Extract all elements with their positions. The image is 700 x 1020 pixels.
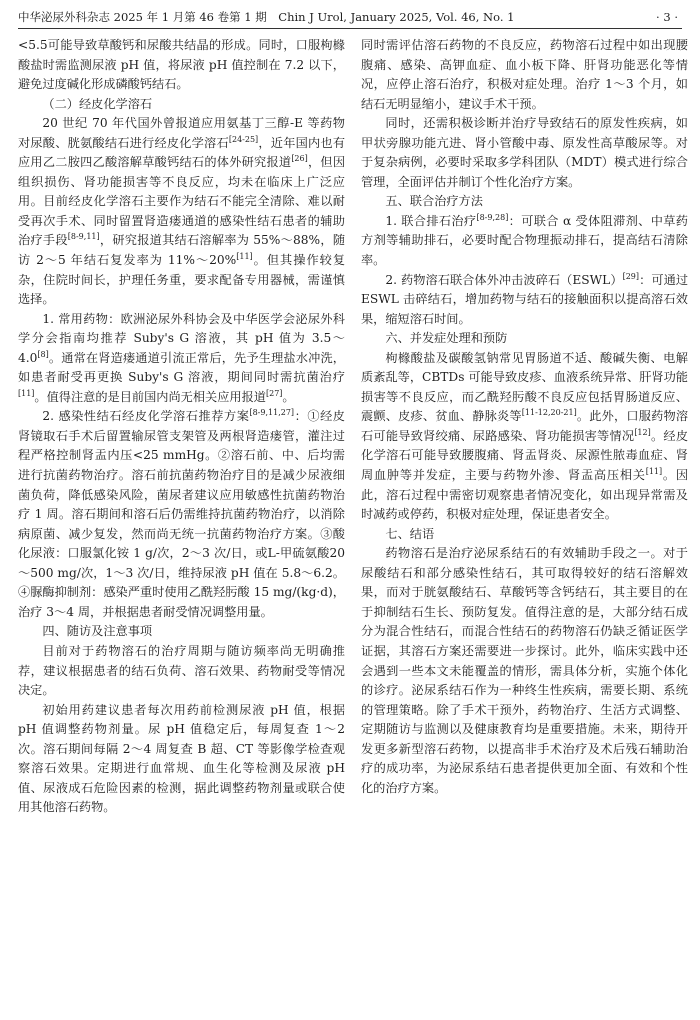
right-column	[361, 36, 688, 798]
citation-ref: [12]	[634, 427, 651, 437]
heading-text: 六、并发症处理和预防	[385, 331, 508, 346]
paragraph-text: 同时，还需积极诊断并治疗导致结石的原发性疾病，如甲状旁腺功能亢进、肾小管酸中毒、原发性高草酸尿等。对于复杂病例，必要时采取多学科团队（MDT）模式进行综合管理，全面评估并制订个性化治疗方案。	[361, 116, 688, 189]
paragraph	[18, 407, 345, 622]
citation-ref: [27]	[265, 388, 283, 398]
left-column	[18, 36, 345, 818]
paragraph-text: 同时需评估溶石药物的不良反应，药物溶石过程中如出现腰腹痛、感染、高钾血症、血小板下降、肝肾功能恶化等情况，应停止溶石治疗，积极对症处理。治疗 1～3 个月，如结石无明显缩小，建议手术干预。	[361, 38, 688, 111]
paragraph	[361, 114, 688, 192]
citation-ref: [8-9,11]	[67, 232, 100, 242]
section-heading	[361, 329, 688, 349]
paragraph-text: 。但其操作较复杂，住院时间长，护理任务重，要求配备专用器械，需谨慎选择。	[18, 253, 346, 307]
paragraph	[361, 271, 688, 330]
citation-ref: [29]	[622, 271, 640, 281]
running-header	[18, 6, 682, 29]
paragraph-text: 。值得注意的是目前国内尚无相关应用报道	[34, 389, 266, 404]
citation-ref: [24-25]	[228, 134, 259, 144]
paragraph-text: 1. 联合排石治疗	[385, 213, 477, 228]
paragraph	[18, 310, 345, 408]
section-heading	[18, 95, 345, 115]
section-heading	[361, 192, 688, 212]
paragraph-text: ，近年国内也有应用乙二胺四乙酸溶解草酸钙结石的体外研究报道	[18, 135, 346, 170]
paragraph-text: 20 世纪 70 年代国外曾报道应用氨基丁三醇-E 等药物对尿酸、胱氨酸结石进行经皮化学溶石	[18, 116, 345, 150]
paragraph-text: 2. 药物溶石联合体外冲击波碎石（ESWL）	[385, 272, 623, 287]
paragraph-text: ：可通过 ESWL 击碎结石，增加药物与结石的接触面积以提高溶石效果，缩短溶石时间。	[361, 272, 689, 326]
heading-text: 七、结语	[385, 526, 435, 541]
section-heading	[361, 525, 688, 545]
citation-ref: [11]	[645, 466, 663, 476]
paragraph	[18, 36, 345, 95]
paragraph-text: ，但因组织损伤、肾功能损害等不良反应，均未在临床上广泛应用。目前经皮化学溶石主要作为结石不能完全清除、难以耐受再次手术、同时留置肾造瘘通道的感染性结石患者的辅助治疗手段	[18, 155, 346, 248]
citation-ref: [11]	[236, 251, 253, 261]
paragraph-text: 药物溶石是治疗泌尿系结石的有效辅助手段之一。对于尿酸结石和部分感染性结石，其可取得较好的结石溶解效果，而对于胱氨酸结石、草酸钙等含钙结石，其主要目的在于抑制结石生长、预防复发。值得注意的是，大部分结石成分为混合性结石，而混合性结石的药物溶石仍缺乏循证医学证据，其溶石方案还需要进一步探讨。此外，临床实践中还会遇到一些本文未能覆盖的情形，需具体分析，实施个体化的诊疗。泌尿系结石作为一种终生性疾病，需要长期、系统的管理策略。除了手术干预外，药物治疗、生活方式调整、定期随访与监测以及健康教育均是重要措施。未来，期待开发更多新型溶石药物，以提高非手术治疗及术后残石辅助治疗的成功率，为泌尿系结石患者提供更加全面、有效和个性化的治疗方案。	[361, 546, 688, 795]
paragraph	[18, 642, 345, 701]
paragraph	[361, 544, 688, 798]
paragraph	[361, 212, 688, 271]
paragraph-text: 。经皮化学溶石可能导致腰腹痛、肾盂肾炎、尿源性脓毒血症、肾周血肿等并发症，主要与药物外渗、肾盂高压相关	[361, 428, 689, 483]
paragraph-text: 。因此，溶石过程中需密切观察患者情况变化，如出现异常需及时减药或停药，积极对症处理，保证患者安全。	[361, 468, 689, 522]
heading-text: 四、随访及注意事项	[42, 624, 153, 639]
paragraph	[361, 36, 688, 114]
paragraph-text: 2. 感染性结石经皮化学溶石推荐方案	[42, 409, 250, 424]
paragraph-text: 初始用药建议患者每次用药前检测尿液 pH 值，根据 pH 值调整药物剂量。尿 pH 值稳定后，每周复查 1～2 次。溶石期间每隔 2～4 周复查 B 超、CT 等影像学检查观察溶石效果。定期进行血常规、血生化等检测及尿液 pH 值、尿液成石危险因素的检测，据此调整药物剂量或联合使用其他溶石药物。	[18, 702, 345, 815]
citation-ref: [8-9,28]	[476, 212, 509, 222]
paragraph-text: ：可联合 α 受体阻滞剂、中草药方剂等辅助排石，必要时配合物理振动排石，提高结石清除率。	[361, 213, 688, 268]
page-number: · 3 ·	[656, 10, 678, 24]
paragraph-text: 。此外，口服药物溶石可能导致肾绞痛、尿路感染、肾功能损害等情况	[361, 409, 689, 443]
citation-ref: [11]	[18, 388, 35, 398]
paragraph-text: 枸橼酸盐及碳酸氢钠常见胃肠道不适、酸碱失衡、电解质紊乱等，CBTDs 可能导致皮疹、血液系统异常、肝肾功能损害等不良反应，而乙酰羟肟酸不良反应包括胃肠道反应、震颤、皮疹、贫血、静脉炎等	[361, 350, 688, 424]
paragraph-text: 1. 常用药物：欧洲泌尿外科协会及中华医学会泌尿外科学分会指南均推荐 Suby's G 溶液，其 pH 值为 3.5～4.0	[18, 311, 345, 365]
paragraph-text: ：①经皮肾镜取石手术后留置输尿管支架管及两根肾造瘘管，灌注过程严格控制肾盂内压<25 mmHg。②溶石前、中、后均需进行抗菌药物治疗。溶石前抗菌药物治疗目的是减少尿液细菌负荷，降低感染风险，菌尿者建议应用敏感性抗菌药物治疗 1 周。溶石期间和溶石后仍需维持抗菌药物治疗，以消除病原菌、减少复发，然而尚无统一抗菌药物治疗方案。③酸化尿液：口服氯化铵 1 g/次，2～3 次/日，或L-甲硫氨酸20～500 mg/次，1～3 次/日，维持尿液 pH 值在 5.8～6.2。④脲酶抑制剂：感染严重时使用乙酰羟肟酸 15 mg/(kg·d)，治疗 3～4 周，并根据患者耐受情况调整用量。	[18, 409, 345, 619]
citation-ref: [8-9,11,27]	[249, 408, 295, 418]
paragraph	[18, 114, 345, 309]
citation-ref: [11-12,20-21]	[521, 408, 577, 418]
paragraph	[361, 349, 688, 525]
citation-ref: [26]	[291, 154, 308, 164]
journal-citation: 中华泌尿外科杂志 2025 年 1 月第 46 卷第 1 期 Chin J Urol, January 2025, Vol. 46, No. 1	[18, 10, 515, 24]
paragraph-text: 。通常在肾造瘘通道引流正常后，先予生理盐水冲洗，如患者耐受再更换 Suby's G 溶液，期间同时需抗菌治疗	[18, 350, 345, 385]
paragraph-text: 。	[282, 389, 295, 404]
paragraph-text: ，研究报道其结石溶解率为 55%～88%，随访 2～5 年结石复发率为 11%～20%	[18, 233, 346, 268]
paragraph-text: <5.5可能导致草酸钙和尿酸共结晶的形成。同时，口服枸橼酸盐时需监测尿液 pH 值，将尿液 pH 值控制在 7.2 以下，避免过度碱化形成磷酸钙结石。	[18, 38, 345, 92]
paragraph-text: 目前对于药物溶石的治疗周期与随访频率尚无明确推荐，建议根据患者的结石负荷、溶石效果、药物耐受等情况决定。	[18, 643, 345, 698]
section-heading	[18, 622, 345, 642]
paragraph	[18, 701, 345, 818]
citation-ref: [8]	[37, 349, 49, 359]
heading-text: （二）经皮化学溶石	[42, 96, 153, 111]
heading-text: 五、联合治疗方法	[385, 194, 483, 209]
